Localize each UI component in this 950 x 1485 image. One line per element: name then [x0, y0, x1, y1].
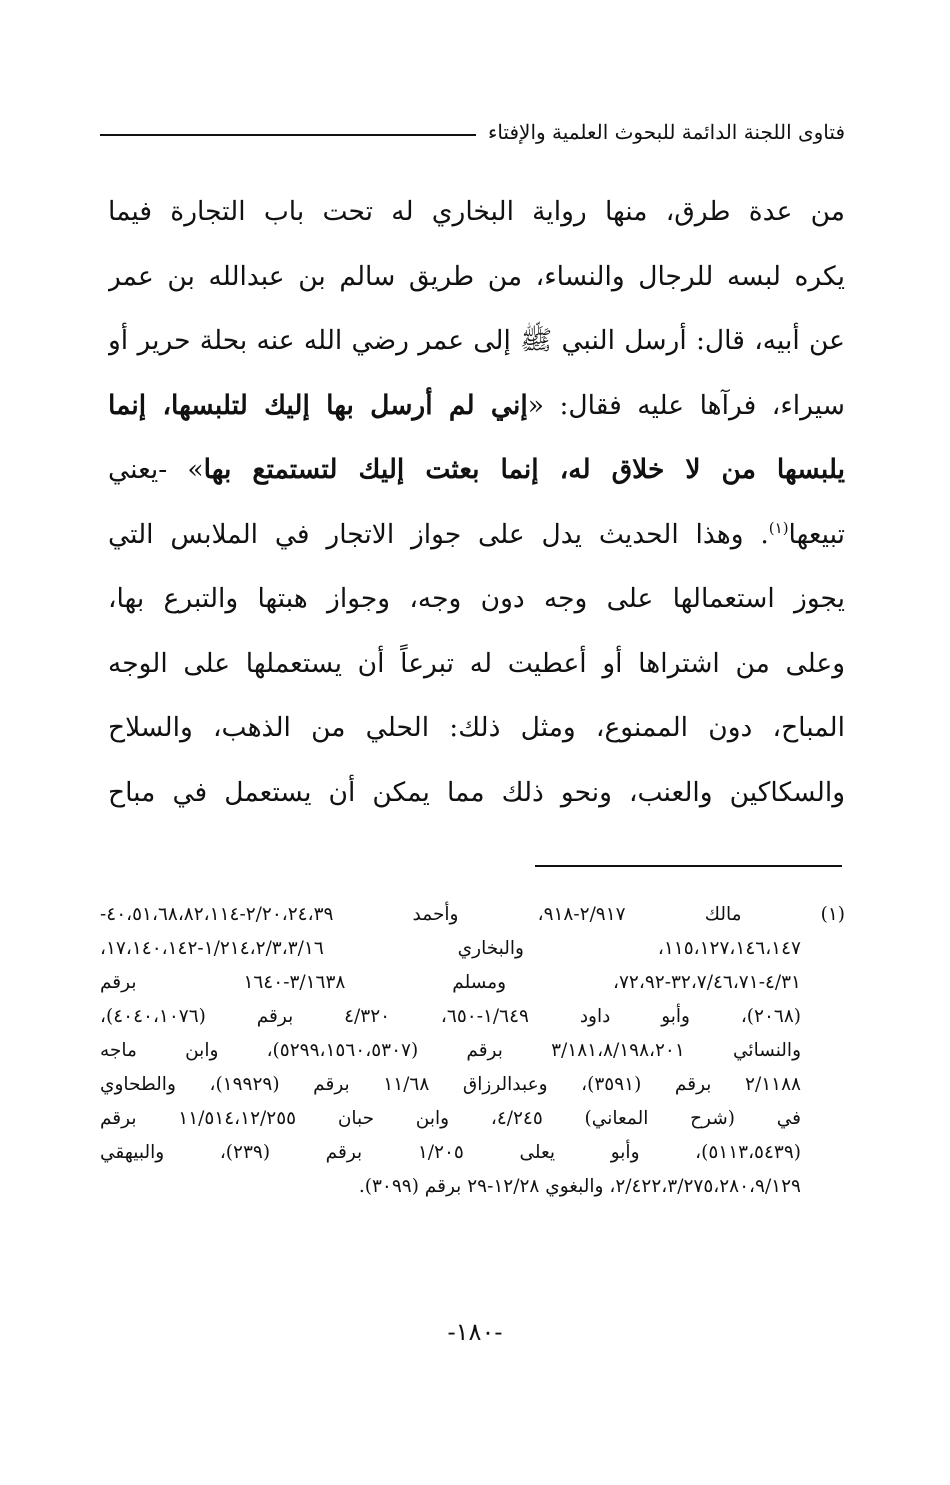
- text-segment: » -يعني: [108, 454, 204, 485]
- header-rule: [100, 134, 476, 136]
- text-line: يكره لبسه للرجال والنساء، من طريق سالم بن عبدالله بن عمر: [108, 260, 845, 292]
- text-line: يجوز استعمالها على وجه دون وجه، وجواز هبتها والتبرع بها،: [108, 583, 845, 614]
- footnote-line: (١) مالك ٢/٩١٧-٩١٨، وأحمد ٢/٢٠،٢٤،٣٩-٤٠،٥١،٦٨،٨٢،١١٤-: [100, 904, 845, 925]
- footnote-line: ٢/٤٢٢،٣/٢٧٥،٢٨٠،٩/١٢٩، والبغوي ١٢/٢٨-٢٩ برقم (٣٠٩٩).: [358, 1176, 801, 1197]
- text-segment: سيراء، فرآها عليه فقال: «: [527, 389, 845, 421]
- hadith-quote-bold: إني لم أرسل بها إليك لتلبسها، إنما: [108, 389, 528, 421]
- text-segment: . وهذا الحديث يدل على جواز الاتجار في الملابس التي: [108, 518, 769, 550]
- footnote-line: (٢٠٦٨)، وأبو داود ١/٦٤٩-٦٥٠، ٤/٣٢٠ برقم (٤٠٤٠،١٠٧٦)،: [100, 1006, 801, 1027]
- running-header: [100, 112, 845, 152]
- footnote-line: ٤/٣١-٣٢،٧/٤٦،٧١-٧٢،٩٢، ومسلم ٣/١٦٣٨-١٦٤٠ برقم: [100, 972, 801, 993]
- text-line: [108, 374, 845, 439]
- text-segment: تبيعها: [788, 518, 845, 550]
- page-number: -١٨٠-: [447, 1318, 503, 1346]
- footnote-reference[interactable]: (١): [768, 518, 789, 537]
- text-line: عن أبيه، قال: أرسل النبي ﷺ إلى عمر رضي الله عنه بحلة حرير أو: [108, 325, 845, 356]
- book-title: فتاوى اللجنة الدائمة للبحوث العلمية والإفتاء: [487, 120, 845, 144]
- footnote-line: ١١٥،١٢٧،١٤٦،١٤٧، والبخاري ١/٢١٤،٢/٣،٣/١٦-١٧،١٤٠،١٤٢،: [100, 938, 801, 959]
- text-line: المباح، دون الممنوع، ومثل ذلك: الحلي من الذهب، والسلاح: [108, 712, 845, 743]
- footnote-separator: [535, 865, 842, 867]
- footnote-line: في (شرح المعاني) ٤/٢٤٥، وابن حبان ١١/٥١٤،١٢/٢٥٥ برقم: [100, 1108, 801, 1129]
- main-text: [108, 180, 845, 825]
- footnotes: [100, 898, 845, 1204]
- footnote-line: والنسائي ٣/١٨١،٨/١٩٨،٢٠١ برقم (٥٢٩٩،١٥٦٠،٥٣٠٧)، وابن ماجه: [100, 1040, 801, 1061]
- footnote-line: (٥١١٣،٥٤٣٩)، وأبو يعلى ١/٢٠٥ برقم (٢٣٩)، والبيهقي: [100, 1142, 801, 1163]
- hadith-quote-bold: يلبسها من لا خلاق له، إنما بعثت إليك لتستمتع بها: [203, 454, 845, 485]
- text-line: [108, 438, 845, 503]
- footnote-line: ٢/١١٨٨ برقم (٣٥٩١)، وعبدالرزاق ١١/٦٨ برقم (١٩٩٢٩)، والطحاوي: [100, 1074, 801, 1095]
- text-line: وعلى من اشتراها أو أعطيت له تبرعاً أن يستعملها على الوجه: [108, 647, 845, 679]
- text-line: والسكاكين والعنب، ونحو ذلك مما يمكن أن يستعمل في مباح: [108, 776, 845, 808]
- text-line: [108, 503, 845, 568]
- text-line: من عدة طرق، منها رواية البخاري له تحت باب التجارة فيما: [108, 196, 845, 227]
